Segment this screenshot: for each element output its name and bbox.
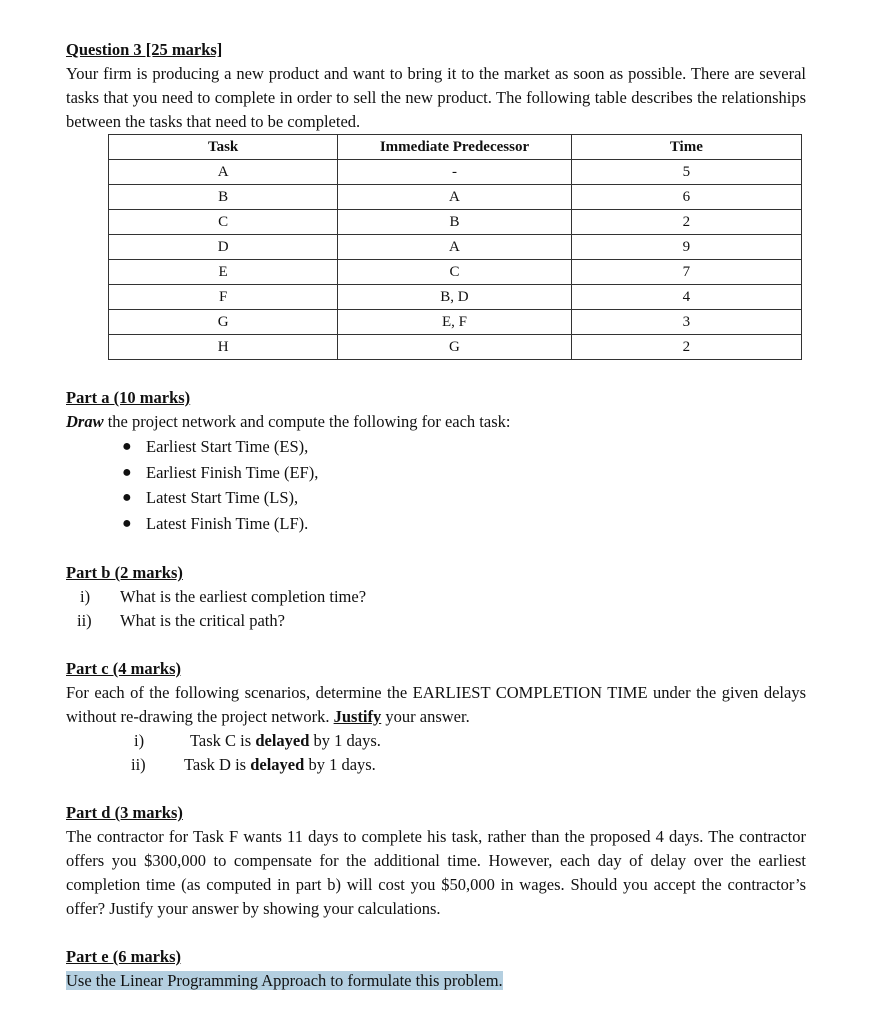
- task-cell: H: [109, 335, 338, 360]
- time-cell: 6: [571, 185, 801, 210]
- part-b-list: [66, 585, 806, 633]
- part-c-list: [66, 729, 806, 777]
- table-row: [109, 310, 802, 335]
- time-cell: 3: [571, 310, 801, 335]
- task-table: [108, 134, 802, 360]
- predecessor-cell: B: [338, 210, 571, 235]
- table-row: [109, 210, 802, 235]
- predecessor-cell: A: [338, 235, 571, 260]
- part-a-heading: Part a (10 marks): [66, 388, 191, 407]
- item-number: ii): [77, 611, 92, 630]
- item-text: Task D is delayed by 1 days.: [184, 755, 376, 774]
- time-cell: 4: [571, 285, 801, 310]
- part-a-lead: [66, 410, 806, 434]
- item-text: What is the earliest completion time?: [120, 587, 367, 606]
- task-cell: A: [109, 160, 338, 185]
- question-heading: Question 3 [25 marks]: [66, 40, 223, 59]
- item-number: ii): [131, 755, 146, 774]
- time-cell: 2: [571, 335, 801, 360]
- part-a-lead-bold: Draw: [66, 412, 104, 431]
- item-number: i): [134, 731, 145, 750]
- bullet-icon: ●: [122, 463, 132, 481]
- item-text: Task C is delayed by 1 days.: [190, 731, 381, 750]
- predecessor-cell: -: [338, 160, 571, 185]
- table-row: [109, 160, 802, 185]
- table-row: [109, 285, 802, 310]
- time-cell: 2: [571, 210, 801, 235]
- list-item: [66, 753, 806, 777]
- part-e-heading: Part e (6 marks): [66, 947, 182, 966]
- table-row: [109, 335, 802, 360]
- predecessor-cell: C: [338, 260, 571, 285]
- task-cell: F: [109, 285, 338, 310]
- predecessor-cell: G: [338, 335, 571, 360]
- table-header-predecessor: Immediate Predecessor: [338, 135, 571, 160]
- table-header-task: Task: [109, 135, 338, 160]
- part-b-heading: Part b (2 marks): [66, 563, 183, 582]
- part-d-text: The contractor for Task F wants 11 days to complete his task, rather than the proposed 4 days. The contractor offers you $300,000 to compensate for the additional time. However, each day of delay over the earliest completion time (as computed in part b) will cost you $50,000 in wages. Should you accept the contractor’s offer? Justify your answer by showing your calculations.: [66, 827, 806, 918]
- item-text: What is the critical path?: [120, 611, 285, 630]
- part-c-heading: Part c (4 marks): [66, 659, 182, 678]
- table-header-row: [109, 135, 802, 160]
- question-intro: Your firm is producing a new product and want to bring it to the market as soon as possible. There are several tasks that you need to complete in order to sell the new product. The following table describes the relationships between the tasks that need to be completed.: [66, 64, 806, 131]
- task-cell: B: [109, 185, 338, 210]
- part-c-text: For each of the following scenarios, determine the EARLIEST COMPLETION TIME under the given delays without re-drawing the project network. Justify your answer.: [66, 683, 806, 726]
- list-item: ● Latest Finish Time (LF).: [146, 511, 806, 537]
- list-item: ● Latest Start Time (LS),: [146, 485, 806, 511]
- table-row: [109, 260, 802, 285]
- list-item: [66, 585, 806, 609]
- list-item: ● Earliest Start Time (ES),: [146, 434, 806, 460]
- bullet-icon: ●: [122, 438, 132, 455]
- predecessor-cell: E, F: [338, 310, 571, 335]
- task-cell: G: [109, 310, 338, 335]
- part-e-text: [66, 969, 806, 993]
- document-page: [66, 38, 806, 993]
- part-a-bullet-list: [66, 434, 806, 536]
- task-cell: C: [109, 210, 338, 235]
- item-number: i): [80, 587, 91, 606]
- part-a-lead-rest: the project network and compute the following for each task:: [103, 412, 511, 431]
- task-cell: D: [109, 235, 338, 260]
- part-d-heading: Part d (3 marks): [66, 803, 183, 822]
- time-cell: 7: [571, 260, 801, 285]
- bullet-icon: ●: [122, 489, 132, 506]
- justify-word: Justify: [333, 707, 382, 726]
- predecessor-cell: B, D: [338, 285, 571, 310]
- bullet-icon: ●: [122, 514, 132, 532]
- table-header-time: Time: [571, 135, 801, 160]
- list-item: [66, 609, 806, 633]
- table-row: [109, 185, 802, 210]
- time-cell: 9: [571, 235, 801, 260]
- task-cell: E: [109, 260, 338, 285]
- table-row: [109, 235, 802, 260]
- predecessor-cell: A: [338, 185, 571, 210]
- highlighted-text: Use the Linear Programming Approach to formulate this problem.: [66, 971, 503, 990]
- list-item: [66, 729, 806, 753]
- list-item: ● Earliest Finish Time (EF),: [146, 460, 806, 486]
- time-cell: 5: [571, 160, 801, 185]
